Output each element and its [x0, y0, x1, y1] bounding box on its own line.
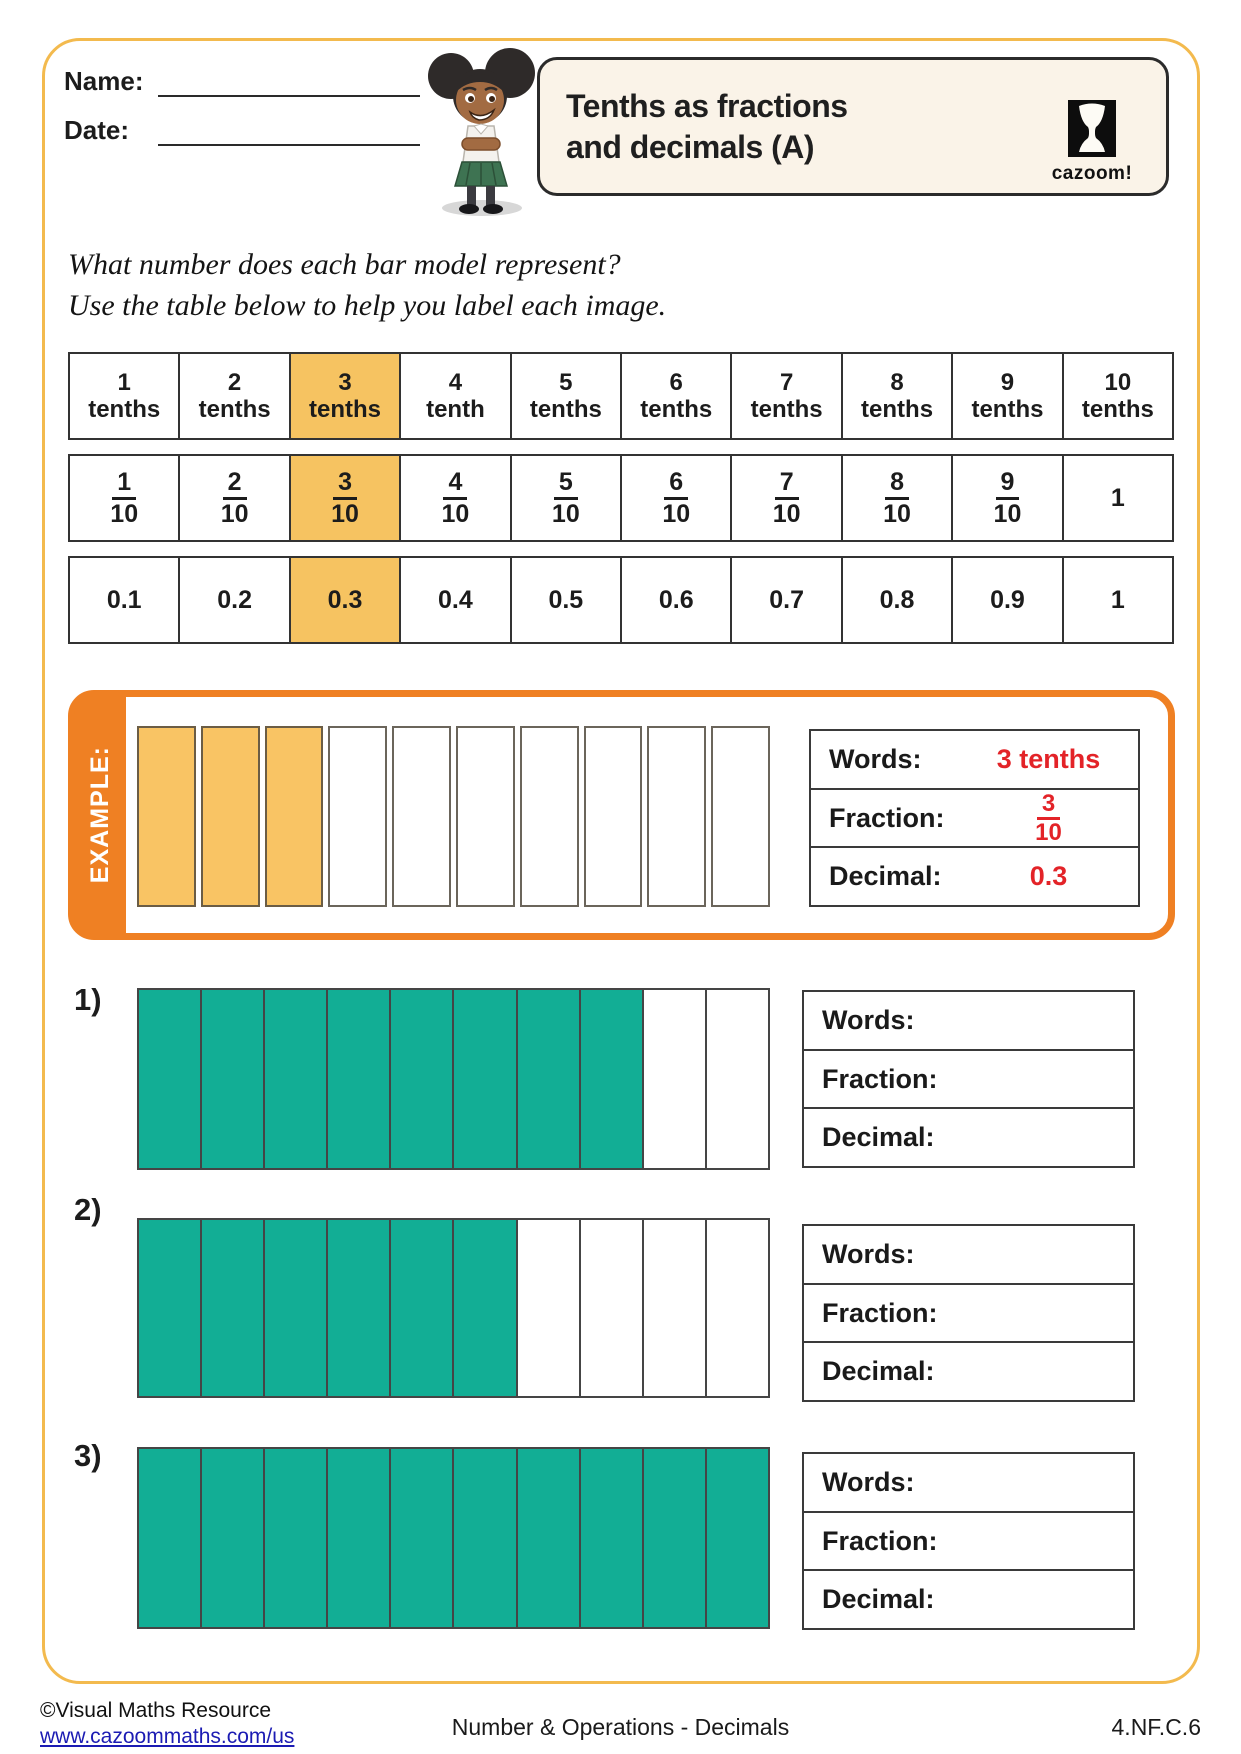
bar-cell-filled [265, 1220, 328, 1396]
fraction-row: Fraction: [804, 1051, 1133, 1110]
table-words-cell: 10 tenths [1081, 369, 1154, 423]
example-bar-model [137, 726, 770, 907]
table-decimal-cell: 0.1 [70, 558, 180, 642]
table-fraction-cell: 7 10 [732, 456, 842, 540]
bar-cell-empty [644, 990, 707, 1168]
decimal-row: Decimal: [822, 1584, 935, 1615]
example-fraction-answer: $\frac{3}{10}$ [1035, 789, 1062, 846]
bar-cell-filled [328, 1220, 391, 1396]
table-decimal-cell: 0.3 [291, 558, 401, 642]
bar-cell-filled [391, 1449, 454, 1627]
problem-3-answer-table [802, 1452, 1135, 1630]
bar-cell-empty [644, 1220, 707, 1396]
bar-cell-filled [201, 726, 260, 907]
table-decimal-cell: 0.8 [843, 558, 953, 642]
problem-1-answer-table [802, 990, 1135, 1168]
words-row: Words: [804, 1226, 1133, 1285]
words-row: Words: [804, 992, 1133, 1051]
table-decimal-cell: 0.2 [180, 558, 290, 642]
footer-topic: Number & Operations - Decimals [451, 1714, 790, 1740]
table-words-cell: 6 tenths [622, 354, 732, 438]
cazoom-logo [1050, 100, 1134, 185]
name-date-block [64, 66, 420, 164]
table-decimal-cell: 1 [1110, 585, 1125, 614]
table-words-cell: 3 tenths [291, 354, 401, 438]
title-box [537, 57, 1169, 196]
fraction-row: Fraction: [804, 1513, 1133, 1572]
example-decimal-row: Decimal: 0.3 [811, 848, 1138, 905]
problem-2-answer-table [802, 1224, 1135, 1402]
bar-cell-filled [139, 1220, 202, 1396]
page-title: Tenths as fractions and decimals (A) [566, 88, 848, 165]
bar-cell-filled [644, 1449, 707, 1627]
table-fraction-cell: 1 10 [70, 456, 180, 540]
problem-2-bar-model [137, 1218, 770, 1398]
table-row-decimals [68, 556, 1174, 644]
date-write-line [158, 116, 420, 146]
bar-cell-filled [137, 726, 196, 907]
table-fraction-cell: 4 10 [401, 456, 511, 540]
bar-cell-filled [454, 1449, 517, 1627]
date-label: Date: [64, 115, 130, 145]
bar-cell-filled [391, 1220, 454, 1396]
table-fraction-cell: 6 10 [622, 456, 732, 540]
example-tab [74, 696, 126, 934]
table-words-cell: 8 tenths [843, 354, 953, 438]
bar-cell-filled [265, 1449, 328, 1627]
bar-cell-filled [581, 990, 644, 1168]
example-answer-table [809, 729, 1140, 907]
table-decimal-cell: 0.7 [732, 558, 842, 642]
bar-cell-filled [391, 990, 454, 1168]
example-fraction-row: Fraction: $\frac{3}{10}$ [811, 790, 1138, 849]
table-fraction-cell: 3 10 [291, 456, 401, 540]
bar-cell-filled [202, 1449, 265, 1627]
table-fraction-cell: 9 10 [953, 456, 1063, 540]
table-decimal-cell: 0.5 [512, 558, 622, 642]
example-words-row: Words: 3 tenths [811, 731, 1138, 790]
problem-2-label: 2) [74, 1192, 102, 1227]
table-row-words [68, 352, 1174, 440]
table-row-fractions [68, 454, 1174, 542]
table-words-cell: 7 tenths [732, 354, 842, 438]
bar-cell-filled [202, 990, 265, 1168]
table-words-cell: 4 tenth [401, 354, 511, 438]
name-label: Name: [64, 66, 144, 96]
problem-3-bar-model [137, 1447, 770, 1629]
table-words-cell: 5 tenths [512, 354, 622, 438]
bar-cell-filled [454, 1220, 517, 1396]
instructions: What number does each bar model represent? Use the table below to help you label each image. [68, 248, 667, 322]
table-decimal-cell: 0.9 [953, 558, 1063, 642]
bar-cell-filled [139, 1449, 202, 1627]
bar-cell-empty [581, 1220, 644, 1396]
bar-cell-empty [707, 1220, 768, 1396]
cazoom-drum-icon [1068, 100, 1116, 157]
bar-cell-empty [518, 1220, 581, 1396]
decimal-row: Decimal: [822, 1356, 935, 1387]
bar-cell-empty [647, 726, 706, 907]
table-fraction-cell: 5 10 [512, 456, 622, 540]
table-words-cell: 1 tenths [70, 354, 180, 438]
bar-cell-empty [711, 726, 770, 907]
fraction-row: Fraction: [804, 1285, 1133, 1344]
bar-cell-filled [328, 1449, 391, 1627]
bar-cell-filled [707, 1449, 768, 1627]
bar-cell-filled [518, 1449, 581, 1627]
table-fraction-cell: 8 10 [843, 456, 953, 540]
bar-cell-empty [520, 726, 579, 907]
bar-cell-empty [707, 990, 768, 1168]
decimal-row: Decimal: [822, 1122, 935, 1153]
bar-cell-filled [454, 990, 517, 1168]
bar-cell-filled [518, 990, 581, 1168]
table-decimal-cell: 0.6 [622, 558, 732, 642]
example-decimal-answer: 0.3 [1029, 861, 1068, 892]
problem-3-label: 3) [74, 1438, 102, 1473]
table-fraction-cell: 2 10 [180, 456, 290, 540]
bar-cell-empty [456, 726, 515, 907]
student-illustration [420, 46, 542, 218]
bar-cell-filled [202, 1220, 265, 1396]
table-decimal-cell: 0.4 [401, 558, 511, 642]
bar-cell-empty [328, 726, 387, 907]
example-section [68, 690, 1175, 940]
bar-cell-filled [265, 726, 324, 907]
name-write-line [158, 67, 420, 97]
reference-table [68, 352, 1174, 658]
table-fraction-cell: 1 [1110, 483, 1125, 512]
problem-1-label: 1) [74, 982, 102, 1017]
bar-cell-filled [581, 1449, 644, 1627]
table-words-cell: 2 tenths [180, 354, 290, 438]
bar-cell-filled [328, 990, 391, 1168]
cazoom-logo-text: cazoom! [1051, 163, 1133, 184]
problem-1-bar-model [137, 988, 770, 1170]
words-row: Words: [804, 1454, 1133, 1513]
bar-cell-filled [265, 990, 328, 1168]
cazoom-url-link[interactable]: www.cazoommaths.com/us [40, 1725, 295, 1748]
table-words-cell: 9 tenths [953, 354, 1063, 438]
example-words-answer: 3 tenths [996, 743, 1101, 774]
bar-cell-empty [584, 726, 643, 907]
copyright-text: ©Visual Maths Resource [40, 1699, 272, 1722]
example-tab-label: EXAMPLE: [85, 746, 114, 884]
bar-cell-filled [139, 990, 202, 1168]
standard-code: 4.NF.C.6 [1111, 1714, 1201, 1740]
bar-cell-empty [392, 726, 451, 907]
